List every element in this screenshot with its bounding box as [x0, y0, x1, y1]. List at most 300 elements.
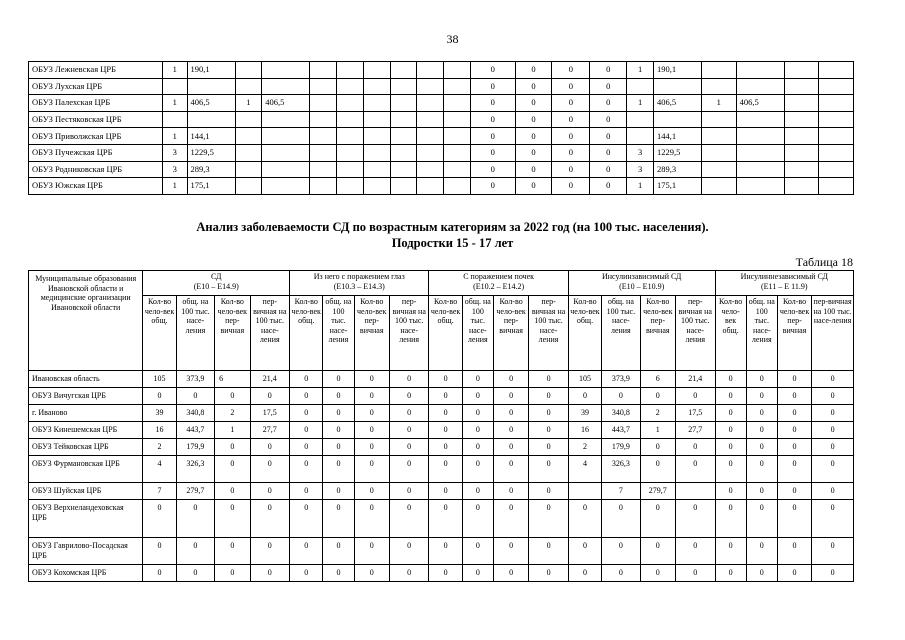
table-cell: 1229,5: [654, 144, 702, 161]
table-cell: 279,7: [176, 483, 214, 500]
table-row: [29, 483, 854, 500]
table-cell: 0: [552, 161, 590, 178]
table-cell: 0: [215, 565, 250, 582]
org-name: ОБУЗ Родниковская ЦРБ: [29, 161, 163, 178]
table-cell: 0: [515, 95, 552, 112]
table-cell: 0: [602, 565, 640, 582]
table-cell: [819, 111, 854, 128]
table-cell: 0: [590, 161, 627, 178]
table-cell: [363, 144, 390, 161]
table-label: Таблица 18: [795, 255, 853, 269]
table-cell: 0: [675, 565, 715, 582]
table-cell: 0: [143, 565, 176, 582]
sub-header: Кол-во чело-век общ.: [715, 296, 746, 371]
sub-header: Кол-во чело-век пер-вичная: [640, 296, 675, 371]
table-cell: 0: [215, 456, 250, 483]
table-cell: 0: [389, 422, 429, 439]
table-cell: [444, 95, 471, 112]
table-row: [29, 62, 854, 79]
table-cell: 0: [354, 483, 389, 500]
group-title: С поражением почек: [463, 272, 535, 281]
table-cell: 0: [515, 62, 552, 79]
table-cell: 0: [529, 439, 569, 456]
table-cell: 0: [176, 500, 214, 538]
org-name: ОБУЗ Палехская ЦРБ: [29, 95, 163, 112]
table-cell: 0: [462, 405, 493, 422]
sub-header: пер-вичная на 100 тыс. насе-ления: [389, 296, 429, 371]
table-cell: 0: [777, 538, 811, 565]
sub-header: Кол-во чело-век общ.: [429, 296, 462, 371]
table-cell: 0: [746, 500, 777, 538]
table-cell: [444, 128, 471, 145]
table-cell: [702, 144, 737, 161]
table-cell: [262, 111, 310, 128]
table-cell: [337, 95, 364, 112]
table-cell: 326,3: [176, 456, 214, 483]
table-cell: [627, 78, 654, 95]
table-cell: 0: [812, 483, 854, 500]
table-cell: 0: [746, 422, 777, 439]
table-cell: 0: [529, 500, 569, 538]
table-cell: [187, 111, 235, 128]
table-cell: 1: [702, 95, 737, 112]
table-cell: 0: [323, 439, 354, 456]
sub-header: пер-вичная на 100 тыс. насе-ления: [675, 296, 715, 371]
group-code: (Е10.2 – Е14.2): [473, 281, 525, 291]
group-title: Из него с поражением глаз: [313, 272, 405, 281]
table-cell: 0: [290, 388, 323, 405]
table-cell: 0: [470, 111, 515, 128]
table-cell: 373,9: [602, 371, 640, 388]
table-cell: 3: [627, 161, 654, 178]
table-cell: 0: [493, 371, 528, 388]
sub-header: общ. на 100 тыс. насе-ления: [602, 296, 640, 371]
table-cell: [736, 78, 784, 95]
table-cell: 0: [715, 439, 746, 456]
table-cell: 0: [777, 405, 811, 422]
org-name: ОБУЗ Кинешемская ЦРБ: [29, 422, 143, 439]
table-cell: [627, 111, 654, 128]
table-cell: 0: [812, 500, 854, 538]
table-cell: 21,4: [250, 371, 290, 388]
sub-header: общ. на 100 тыс. насе-ления: [462, 296, 493, 371]
table-cell: 0: [812, 538, 854, 565]
sub-header: Кол-во чело-век общ.: [568, 296, 601, 371]
table-cell: 0: [515, 178, 552, 195]
table-18: [28, 270, 854, 582]
group-code: (Е10 – Е14.9): [193, 281, 239, 291]
table-row: [29, 500, 854, 538]
table-cell: 179,9: [176, 439, 214, 456]
table-cell: [262, 161, 310, 178]
table-cell: 373,9: [176, 371, 214, 388]
table-cell: 0: [429, 538, 462, 565]
table-cell: 0: [715, 388, 746, 405]
table-cell: 0: [529, 405, 569, 422]
table-cell: 0: [176, 565, 214, 582]
table-cell: 105: [568, 371, 601, 388]
table-cell: 0: [250, 565, 290, 582]
table-cell: 0: [429, 422, 462, 439]
table-cell: 0: [529, 388, 569, 405]
group-header: [715, 271, 853, 296]
table-cell: 0: [354, 439, 389, 456]
table-cell: 2: [568, 439, 601, 456]
table-cell: 0: [429, 405, 462, 422]
org-name: г. Иваново: [29, 405, 143, 422]
table-cell: 0: [250, 538, 290, 565]
table-row: [29, 144, 854, 161]
table-cell: [784, 95, 819, 112]
table-cell: 406,5: [654, 95, 702, 112]
table-cell: 0: [290, 483, 323, 500]
table-cell: [819, 78, 854, 95]
table-cell: [390, 128, 417, 145]
table-cell: 0: [290, 538, 323, 565]
table-cell: [337, 62, 364, 79]
table-cell: [235, 78, 262, 95]
sub-header: общ. на 100 тыс. насе-ления: [176, 296, 214, 371]
table-cell: [784, 178, 819, 195]
table-row: [29, 95, 854, 112]
org-name: Ивановская область: [29, 371, 143, 388]
table-cell: [417, 62, 444, 79]
table-cell: 0: [323, 500, 354, 538]
table-cell: [444, 161, 471, 178]
table-cell: 0: [602, 538, 640, 565]
table-cell: 3: [627, 144, 654, 161]
table-cell: [310, 144, 337, 161]
table-cell: 0: [640, 500, 675, 538]
table-row: [29, 538, 854, 565]
table-row: [29, 371, 854, 388]
table-cell: 39: [143, 405, 176, 422]
org-name: ОБУЗ Пучежская ЦРБ: [29, 144, 163, 161]
table-cell: 0: [493, 439, 528, 456]
group-title: Инсулинзависимый СД: [601, 272, 682, 281]
table-row: [29, 388, 854, 405]
table-cell: [187, 78, 235, 95]
table-cell: 406,5: [187, 95, 235, 112]
table-cell: 0: [529, 456, 569, 483]
table-cell: [363, 78, 390, 95]
table-cell: 0: [470, 128, 515, 145]
page-number: 38: [446, 32, 459, 46]
table-cell: 0: [529, 371, 569, 388]
table-cell: 0: [777, 371, 811, 388]
table-cell: 0: [777, 439, 811, 456]
table-cell: 4: [568, 456, 601, 483]
table-cell: [417, 128, 444, 145]
org-name: ОБУЗ Южская ЦРБ: [29, 178, 163, 195]
table-cell: 0: [470, 78, 515, 95]
table-cell: [736, 128, 784, 145]
table-row: [29, 161, 854, 178]
table-cell: 0: [323, 371, 354, 388]
table-cell: 0: [602, 500, 640, 538]
table-cell: 0: [250, 456, 290, 483]
table-cell: 0: [812, 388, 854, 405]
table-cell: [417, 78, 444, 95]
table-cell: 0: [777, 388, 811, 405]
table-cell: 0: [290, 456, 323, 483]
sub-header: Кол-во чело-век общ.: [290, 296, 323, 371]
table-cell: 0: [777, 483, 811, 500]
table-cell: 190,1: [654, 62, 702, 79]
table-cell: [363, 111, 390, 128]
table-cell: 0: [470, 144, 515, 161]
org-name: ОБУЗ Гаврилово-Посадская ЦРБ: [29, 538, 143, 565]
table-cell: 17,5: [250, 405, 290, 422]
table-cell: [310, 62, 337, 79]
org-name: ОБУЗ Тейковская ЦРБ: [29, 439, 143, 456]
sub-header: общ. на 100 тыс. насе-ления: [323, 296, 354, 371]
table-cell: [568, 483, 601, 500]
table-cell: 0: [529, 565, 569, 582]
table-cell: 0: [777, 456, 811, 483]
table-cell: [262, 78, 310, 95]
group-code: (Е11 – Е 11.9): [761, 281, 808, 291]
table-cell: 0: [143, 500, 176, 538]
table-cell: 0: [215, 538, 250, 565]
table-cell: 3: [162, 161, 187, 178]
table-cell: 0: [429, 388, 462, 405]
table-cell: [444, 144, 471, 161]
org-name: ОБУЗ Приволжская ЦРБ: [29, 128, 163, 145]
table-cell: [736, 111, 784, 128]
table-cell: 0: [746, 538, 777, 565]
table-cell: 0: [715, 483, 746, 500]
table-cell: 0: [354, 388, 389, 405]
table-cell: 0: [389, 439, 429, 456]
table-cell: 0: [493, 422, 528, 439]
table-cell: 0: [250, 483, 290, 500]
table-cell: 0: [462, 371, 493, 388]
table-cell: [310, 111, 337, 128]
table-cell: 0: [493, 565, 528, 582]
table-cell: [310, 128, 337, 145]
table-cell: [390, 95, 417, 112]
group-title: Инсулиннезависимый СД: [740, 272, 828, 281]
table-cell: 0: [429, 483, 462, 500]
table-cell: 0: [354, 538, 389, 565]
table-cell: 0: [389, 388, 429, 405]
table-cell: [363, 128, 390, 145]
table-cell: 175,1: [187, 178, 235, 195]
table-cell: 0: [462, 538, 493, 565]
table-cell: 0: [389, 456, 429, 483]
table-cell: 0: [354, 500, 389, 538]
table-cell: [417, 178, 444, 195]
table-cell: 0: [568, 565, 601, 582]
table-cell: 0: [493, 405, 528, 422]
table-cell: 0: [250, 500, 290, 538]
table-cell: 0: [429, 371, 462, 388]
table-cell: 0: [590, 144, 627, 161]
table-cell: 3: [162, 144, 187, 161]
table-cell: 0: [470, 95, 515, 112]
table-cell: 0: [777, 422, 811, 439]
table-cell: [819, 144, 854, 161]
table-cell: 0: [746, 405, 777, 422]
table-cell: 0: [389, 500, 429, 538]
table-cell: 0: [640, 538, 675, 565]
table-cell: 190,1: [187, 62, 235, 79]
table-cell: 0: [215, 483, 250, 500]
table-cell: 0: [250, 439, 290, 456]
table-cell: 0: [529, 538, 569, 565]
table-cell: [337, 161, 364, 178]
table-cell: [235, 62, 262, 79]
table-cell: 0: [675, 439, 715, 456]
table-cell: 0: [176, 538, 214, 565]
table-cell: 0: [568, 388, 601, 405]
table-row: [29, 78, 854, 95]
table-cell: [262, 144, 310, 161]
table-cell: 0: [568, 538, 601, 565]
table-cell: 0: [640, 439, 675, 456]
table-cell: [736, 161, 784, 178]
table-cell: 0: [812, 371, 854, 388]
table-cell: [736, 144, 784, 161]
table-cell: [702, 62, 737, 79]
table-cell: 0: [215, 388, 250, 405]
table-cell: 0: [462, 500, 493, 538]
table-cell: 0: [290, 405, 323, 422]
table-cell: [736, 178, 784, 195]
table-cell: 443,7: [176, 422, 214, 439]
sub-header: Кол-во чело-век пер-вичная: [777, 296, 811, 371]
table-cell: [363, 178, 390, 195]
table-cell: 0: [143, 388, 176, 405]
table-cell: 0: [515, 78, 552, 95]
table-cell: 0: [429, 456, 462, 483]
table-cell: 0: [323, 388, 354, 405]
table-cell: 1: [235, 95, 262, 112]
table-cell: [819, 62, 854, 79]
table-cell: 27,7: [250, 422, 290, 439]
table-cell: [390, 78, 417, 95]
table-cell: 0: [590, 111, 627, 128]
org-name: ОБУЗ Лежневская ЦРБ: [29, 62, 163, 79]
table-cell: 289,3: [187, 161, 235, 178]
section-subtitle: Подростки 15 - 17 лет: [391, 236, 514, 250]
table-cell: [337, 144, 364, 161]
table-cell: [627, 128, 654, 145]
table-row: [29, 111, 854, 128]
table-cell: 0: [777, 500, 811, 538]
group-header: [568, 271, 715, 296]
table-cell: 0: [389, 371, 429, 388]
table-cell: [363, 95, 390, 112]
table-cell: 4: [143, 456, 176, 483]
table-cell: [702, 128, 737, 145]
table-cell: 0: [323, 565, 354, 582]
table-cell: 0: [746, 483, 777, 500]
table-cell: 0: [493, 388, 528, 405]
table-cell: 1: [627, 95, 654, 112]
table-cell: [390, 144, 417, 161]
table-cell: [444, 111, 471, 128]
table-cell: [675, 483, 715, 500]
table-cell: 289,3: [654, 161, 702, 178]
table-cell: 0: [812, 422, 854, 439]
table-cell: 179,9: [602, 439, 640, 456]
table-cell: 0: [429, 500, 462, 538]
table-cell: 0: [290, 565, 323, 582]
table-cell: [444, 78, 471, 95]
table-cell: 0: [250, 388, 290, 405]
table-cell: 0: [215, 439, 250, 456]
table-cell: [784, 161, 819, 178]
table-cell: [702, 111, 737, 128]
table-row: [29, 178, 854, 195]
table-cell: 326,3: [602, 456, 640, 483]
table-cell: [736, 62, 784, 79]
table-cell: [819, 178, 854, 195]
table-cell: [390, 62, 417, 79]
table-cell: [417, 95, 444, 112]
table-cell: [417, 111, 444, 128]
table-cell: 175,1: [654, 178, 702, 195]
table-cell: 0: [590, 95, 627, 112]
table-cell: [784, 144, 819, 161]
table-cell: 1: [640, 422, 675, 439]
table-cell: 0: [215, 500, 250, 538]
sub-header: пер-вичная на 100 тыс. насе-ления: [812, 296, 854, 371]
org-name: ОБУЗ Пестяковская ЦРБ: [29, 111, 163, 128]
table-cell: 0: [515, 144, 552, 161]
table-cell: 0: [389, 405, 429, 422]
table-cell: 0: [552, 128, 590, 145]
table-cell: 0: [746, 456, 777, 483]
org-name: ОБУЗ Кохомская ЦРБ: [29, 565, 143, 582]
table-cell: [235, 144, 262, 161]
table-cell: 6: [215, 371, 250, 388]
table-cell: [310, 95, 337, 112]
group-header: [143, 271, 290, 296]
group-header: [290, 271, 429, 296]
table-cell: 0: [529, 483, 569, 500]
table-cell: 0: [746, 388, 777, 405]
table-cell: 21,4: [675, 371, 715, 388]
table-cell: 0: [812, 405, 854, 422]
table-cell: [235, 161, 262, 178]
sub-header: Кол-во чело-век пер-вичная: [493, 296, 528, 371]
table-cell: [262, 62, 310, 79]
table-cell: 0: [715, 456, 746, 483]
table-cell: 0: [462, 439, 493, 456]
table-cell: 279,7: [640, 483, 675, 500]
table-cell: 0: [290, 371, 323, 388]
table-cell: 0: [354, 565, 389, 582]
table-cell: [417, 161, 444, 178]
table-cell: 0: [354, 371, 389, 388]
table-cell: [390, 111, 417, 128]
table-cell: 2: [143, 439, 176, 456]
table-cell: 406,5: [736, 95, 784, 112]
table-cell: [337, 78, 364, 95]
table-cell: 0: [590, 78, 627, 95]
table-cell: 0: [602, 388, 640, 405]
table-cell: 0: [640, 565, 675, 582]
group-title: СД: [211, 272, 222, 281]
table-cell: 0: [590, 62, 627, 79]
group-code: (Е10 – Е10.9): [619, 281, 665, 291]
org-name: ОБУЗ Вичугская ЦРБ: [29, 388, 143, 405]
table-cell: 1: [627, 62, 654, 79]
table-cell: 0: [812, 439, 854, 456]
